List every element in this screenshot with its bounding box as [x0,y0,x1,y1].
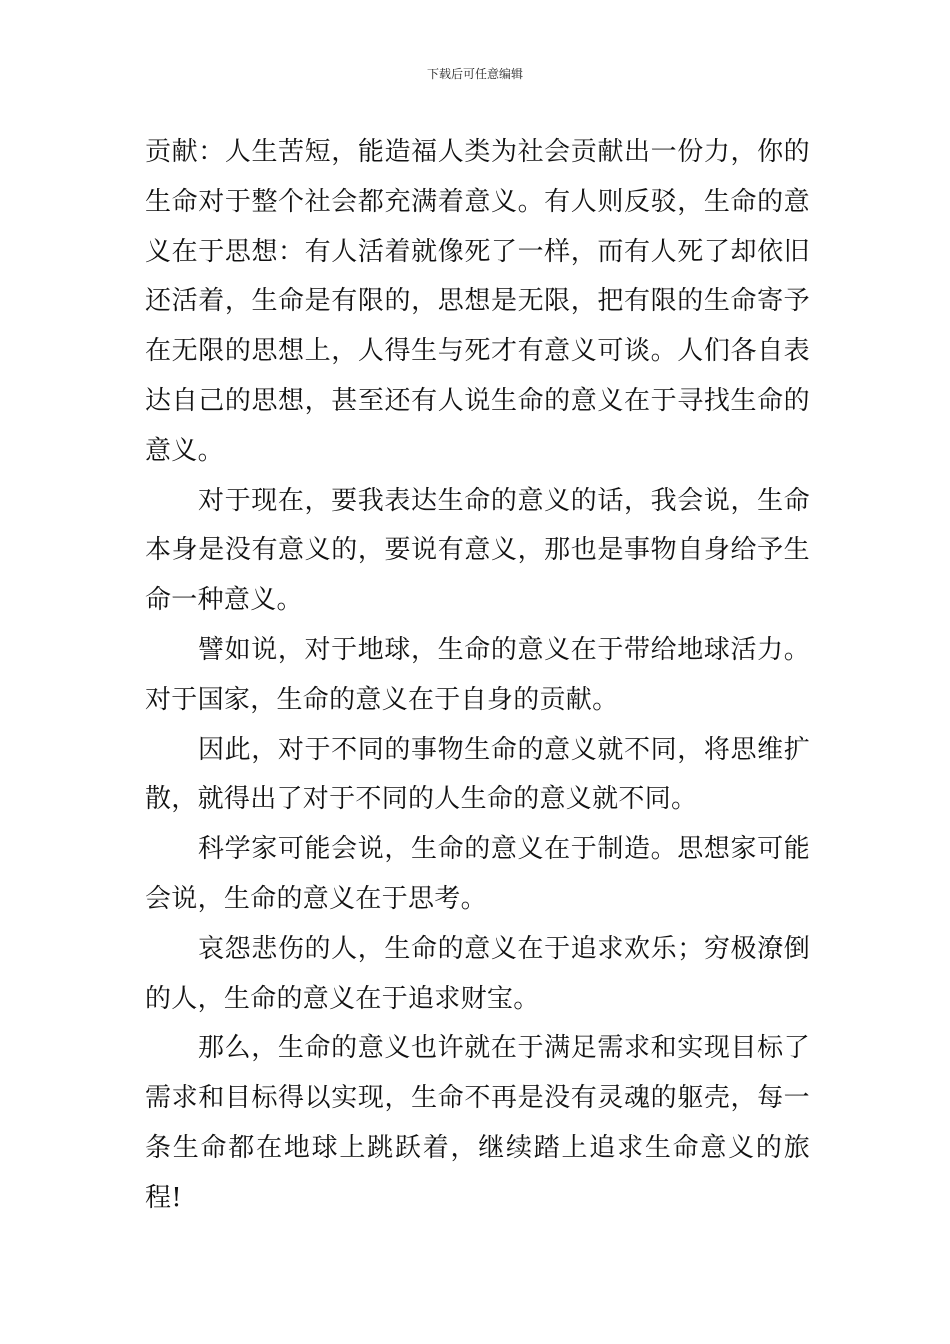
page-header: 下载后可任意编辑 [426,67,523,81]
paragraph: 哀怨悲伤的人，生命的意义在于追求欢乐；穷极潦倒的人，生命的意义在于追求财宝。 [145,933,810,1014]
paragraph: 科学家可能会说，生命的意义在于制造。思想家可能会说，生命的意义在于思考。 [145,834,810,914]
paragraph: 因此，对于不同的事物生命的意义就不同，将思维扩散，就得出了对于不同的人生命的意义就不同。 [145,734,810,815]
paragraph-continuation: 贡献：人生苦短，能造福人类为社会贡献出一份力，你的生命对于整个社会都充满着意义。有人则反驳，生命的意义在于思想：有人活着就像死了一样，而有人死了却依旧还活着，生命是有限的，思想是无限，把有限的生命寄予在无限的思想上，人得生与死才有意义可谈。人们各自表达自己的思想，甚至还有人说生命的意义在于寻找生命的意义。 [145,137,810,466]
document-body [145,128,810,1224]
paragraph: 那么，生命的意义也许就在于满足需求和实现目标了需求和目标得以实现，生命不再是没有灵魂的躯壳，每一条生命都在地球上跳跃着，继续踏上追求生命意义的旅程! [145,1033,810,1213]
paragraph: 譬如说，对于地球，生命的意义在于带给地球活力。对于国家，生命的意义在于自身的贡献。 [145,634,810,715]
paragraph: 对于现在，要我表达生命的意义的话，我会说，生命本身是没有意义的，要说有意义，那也是事物自身给予生命一种意义。 [145,485,810,616]
